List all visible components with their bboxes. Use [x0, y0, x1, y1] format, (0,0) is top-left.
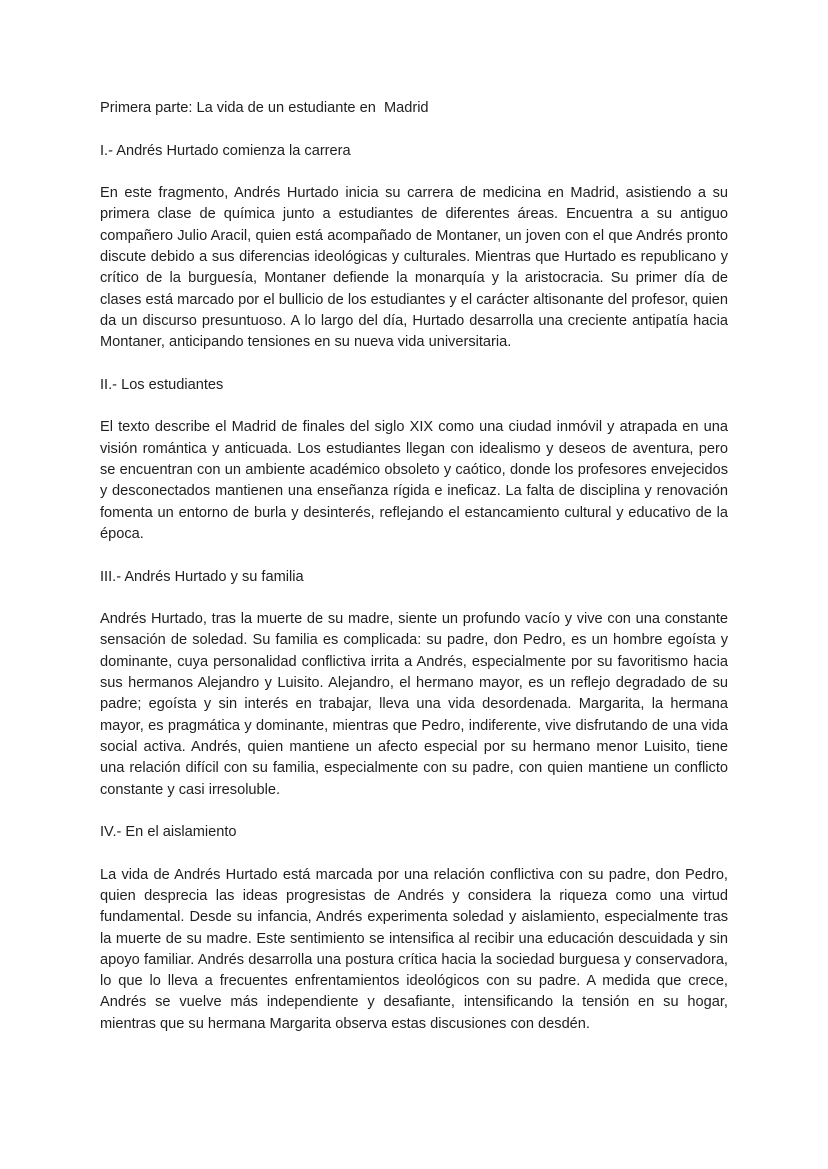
document-page — [100, 98, 728, 1056]
section-heading: II.- Los estudiantes — [100, 376, 224, 393]
section-3 — [100, 567, 728, 801]
section-heading: I.- Andrés Hurtado comienza la carrera — [100, 142, 351, 159]
section-body: Andrés Hurtado, tras la muerte de su madre, siente un profundo vacío y vive con una constante sensación de soledad. Su familia es complicada: su padre, don Pedro, es un hombre egoísta y dominante, cuya personalidad conflictiva irrita a Andrés, especialmente por su favoritismo hacia sus hermanos Alejandro y Luisito. Alejandro, el hermano mayor, es un reflejo degradado de su padre; egoísta y sin interés en trabajar, lleva una vida desordenada. Margarita, la hermana mayor, es pragmática y dominante, mientras que Pedro, indiferente, vive disfrutando de una vida social activa. Andrés, quien mantiene un afecto especial por su hermano menor Luisito, tiene una relación difícil con su familia, especialmente con su padre, con quien mantiene un conflicto constante y casi irresoluble. — [100, 611, 728, 798]
section-1 — [100, 141, 728, 354]
section-2 — [100, 375, 728, 545]
section-body: En este fragmento, Andrés Hurtado inicia su carrera de medicina en Madrid, asistiendo a su primera clase de química junto a estudiantes de diferentes áreas. Encuentra a su antiguo compañero Julio Aracil, quien está acompañado de Montaner, un joven con el que Andrés pronto discute debido a sus diferencias ideológicas y culturales. Mientras que Hurtado es republicano y crítico de la burguesía, Montaner defiende la monarquía y la aristocracia. Su primer día de clases está marcado por el bullicio de los estudiantes y el carácter altisonante del profesor, quien da un discurso presuntuoso. A lo largo del día, Hurtado desarrolla una creciente antipatía hacia Montaner, anticipando tensiones en su nueva vida universitaria. — [100, 185, 728, 351]
section-body: El texto describe el Madrid de finales del siglo XIX como una ciudad inmóvil y atrapada en una visión romántica y anticuada. Los estudiantes llegan con idealismo y deseos de aventura, pero se encuentran con un ambiente académico obsoleto y caótico, donde los profesores envejecidos y desconectados mantienen una enseñanza rígida e ineficaz. La falta de disciplina y renovación fomenta un entorno de burla y desinterés, reflejando el estancamiento cultural y educativo de la época. — [100, 419, 728, 542]
section-heading: IV.- En el aislamiento — [100, 824, 237, 841]
section-heading: III.- Andrés Hurtado y su familia — [100, 568, 304, 585]
document-title: Primera parte: La vida de un estudiante en Madrid — [100, 100, 429, 116]
section-body: La vida de Andrés Hurtado está marcada por una relación conflictiva con su padre, don Pedro, quien desprecia las ideas progresistas de Andrés y considera la riqueza como una virtud fundamental. Desde su infancia, Andrés experimenta soledad y aislamiento, especialmente tras la muerte de su madre. Este sentimiento se intensifica al recibir una educación descuidada y sin apoyo familiar. Andrés desarrolla una postura crítica hacia la sociedad burguesa y conservadora, lo que lo lleva a frecuentes enfrentamientos ideológicos con su padre. A medida que crece, Andrés se vuelve más independiente y desafiante, intensificando la tensión en su hogar, mientras que su hermana Margarita observa estas discusiones con desdén. — [100, 866, 728, 1032]
section-4 — [100, 822, 728, 1035]
